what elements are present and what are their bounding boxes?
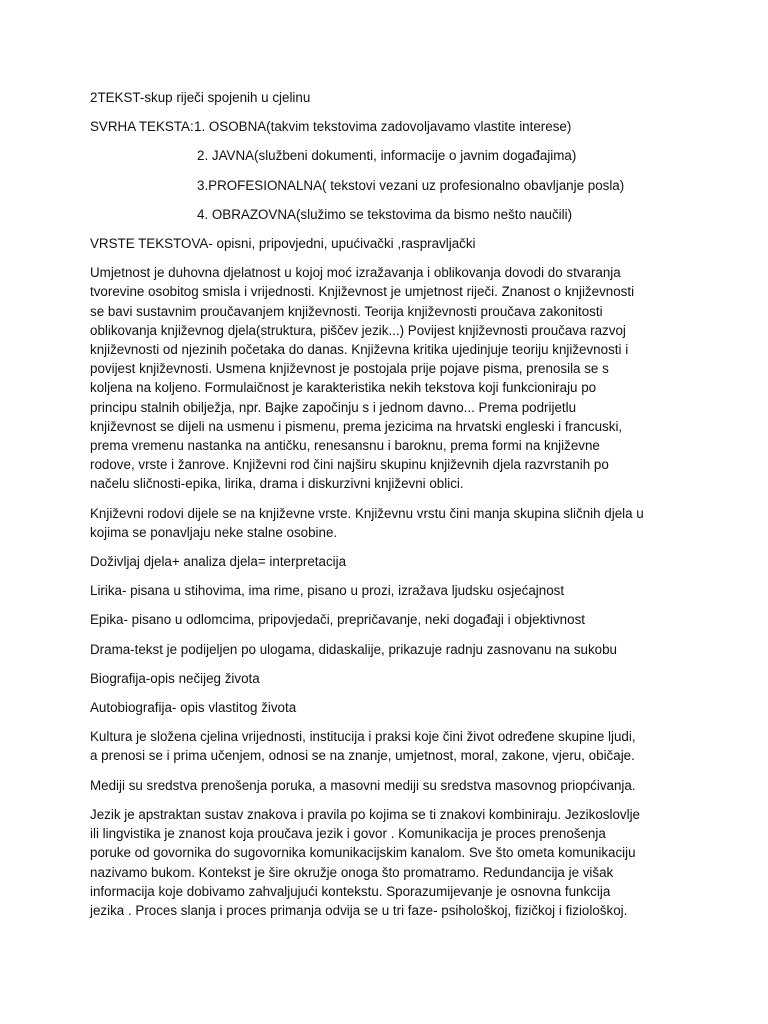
- paragraph-art: [90, 263, 680, 493]
- purpose-row-1: [90, 117, 680, 136]
- paragraph-line: Kultura je složena cjelina vrijednosti, institucija i praksi koje čini život određene skupine ljudi,: [90, 729, 636, 745]
- text-types-line: VRSTE TEKSTOVA- opisni, pripovjedni, upućivački ,raspravljački: [90, 236, 476, 252]
- paragraph-genres: [90, 504, 680, 542]
- purpose-label: SVRHA TEKSTA:: [90, 119, 194, 135]
- paragraph-line: načelu sličnosti-epika, lirika, drama i diskurzivni književni oblici.: [90, 476, 464, 492]
- purpose-item: 1. OSOBNA(takvim tekstovima zadovoljavamo vlastite interese): [194, 119, 572, 135]
- document-page: [90, 88, 680, 930]
- paragraph-line: se bavi sustavnim proučavanjem književnosti. Teorija književnosti proučava zakonitosti: [90, 303, 603, 319]
- paragraph-line: informacija koje dobivamo zahvaljujući kontekstu. Sporazumijevanje je osnovna funkcija: [90, 883, 611, 899]
- paragraph-line: ili lingvistika je znanost koja proučava jezik i govor . Komunikacija je proces prenošenja: [90, 826, 606, 842]
- paragraph-culture: [90, 727, 680, 765]
- autobiografija-line: Autobiografija- opis vlastitog života: [90, 700, 297, 716]
- purpose-item: 2. JAVNA(službeni dokumenti, informacije o javnim događajima): [197, 148, 577, 164]
- epika-line: Epika- pisano u odlomcima, pripovjedači, prepričavanje, neki događaji i objektivnost: [90, 612, 585, 628]
- purpose-item: 3.PROFESIONALNA( tekstovi vezani uz profesionalno obavljanje posla): [197, 177, 625, 193]
- paragraph-line: jezika . Proces slanja i proces primanja odvija se u tri faze- psihološkoj, fizičkoj i fiziološkoj.: [90, 902, 628, 918]
- paragraph-line: povijest književnosti. Usmena književnost je postojala prije pojave pisma, prenosila se s: [90, 361, 609, 377]
- paragraph-line: principu stalnih obilježja, npr. Bajke započinju s i jednom davno... Prema podrijetlu: [90, 399, 577, 415]
- media-line: Mediji su sredstva prenošenja poruka, a masovni mediji su sredstva masovnog priopćivanja.: [90, 777, 636, 793]
- drama-line: Drama-tekst je podijeljen po ulogama, didaskalije, prikazuje radnju zasnovanu na sukobu: [90, 641, 618, 657]
- paragraph-line: rodove, vrste i žanrove. Književni rod čini najširu skupinu književnih djela razvrstanih po: [90, 457, 609, 473]
- paragraph-line: tvorevine osobitog smisla i vrijednosti. Književnost je umjetnost riječi. Znanost o književnosti: [90, 284, 635, 300]
- paragraph-line: književnost se dijeli na usmenu i pismenu, prema jezicima na hrvatski engleski i francuski,: [90, 418, 623, 434]
- paragraph-language: [90, 805, 680, 920]
- paragraph-line: Umjetnost je duhovna djelatnost u kojoj moć izražavanja i oblikovanja dovodi do stvaranja: [90, 265, 621, 281]
- paragraph-line: književnosti od njezinih početaka do danas. Književna kritika ujedinjuje teoriju književnosti i: [90, 342, 629, 358]
- biografija-line: Biografija-opis nečijeg života: [90, 670, 260, 686]
- paragraph-line: prema vremenu nastanka na antičku, renesansnu i baroknu, prema formi na književne: [90, 438, 600, 454]
- paragraph-line: poruke od govornika do sugovornika komunikacijskim kanalom. Sve što ometa komunikaciju: [90, 845, 636, 861]
- interpretation-line: Doživljaj djela+ analiza djela= interpretacija: [90, 554, 347, 570]
- paragraph-line: nazivamo bukom. Kontekst je šire okružje onoga što promatramo. Redundancija je višak: [90, 864, 614, 880]
- paragraph-line: Književni rodovi dijele se na književne vrste. Književnu vrstu čini manja skupina sličnih djela u: [90, 505, 644, 521]
- paragraph-line: a prenosi se i prima učenjem, odnosi se na znanje, umjetnost, moral, zakone, vjeru, običaje.: [90, 748, 635, 764]
- purpose-item: 4. OBRAZOVNA(služimo se tekstovima da bismo nešto naučili): [197, 206, 573, 222]
- paragraph-line: kojima se ponavljaju neke stalne osobine.: [90, 524, 338, 540]
- document-heading: 2TEKST-skup riječi spojenih u cjelinu: [90, 90, 311, 105]
- lirika-line: Lirika- pisana u stihovima, ima rime, pisano u prozi, izražava ljudsku osjećajnost: [90, 583, 565, 599]
- paragraph-line: koljena na koljeno. Formulaičnost je karakteristika nekih tekstova koji funkcioniraju po: [90, 380, 597, 396]
- paragraph-line: oblikovanja književnog djela(struktura, piščev jezik...) Povijest književnosti proučava razvoj: [90, 322, 626, 338]
- paragraph-line: Jezik je apstraktan sustav znakova i pravila po kojima se ti znakovi kombiniraju. Jezikoslovlje: [90, 806, 641, 822]
